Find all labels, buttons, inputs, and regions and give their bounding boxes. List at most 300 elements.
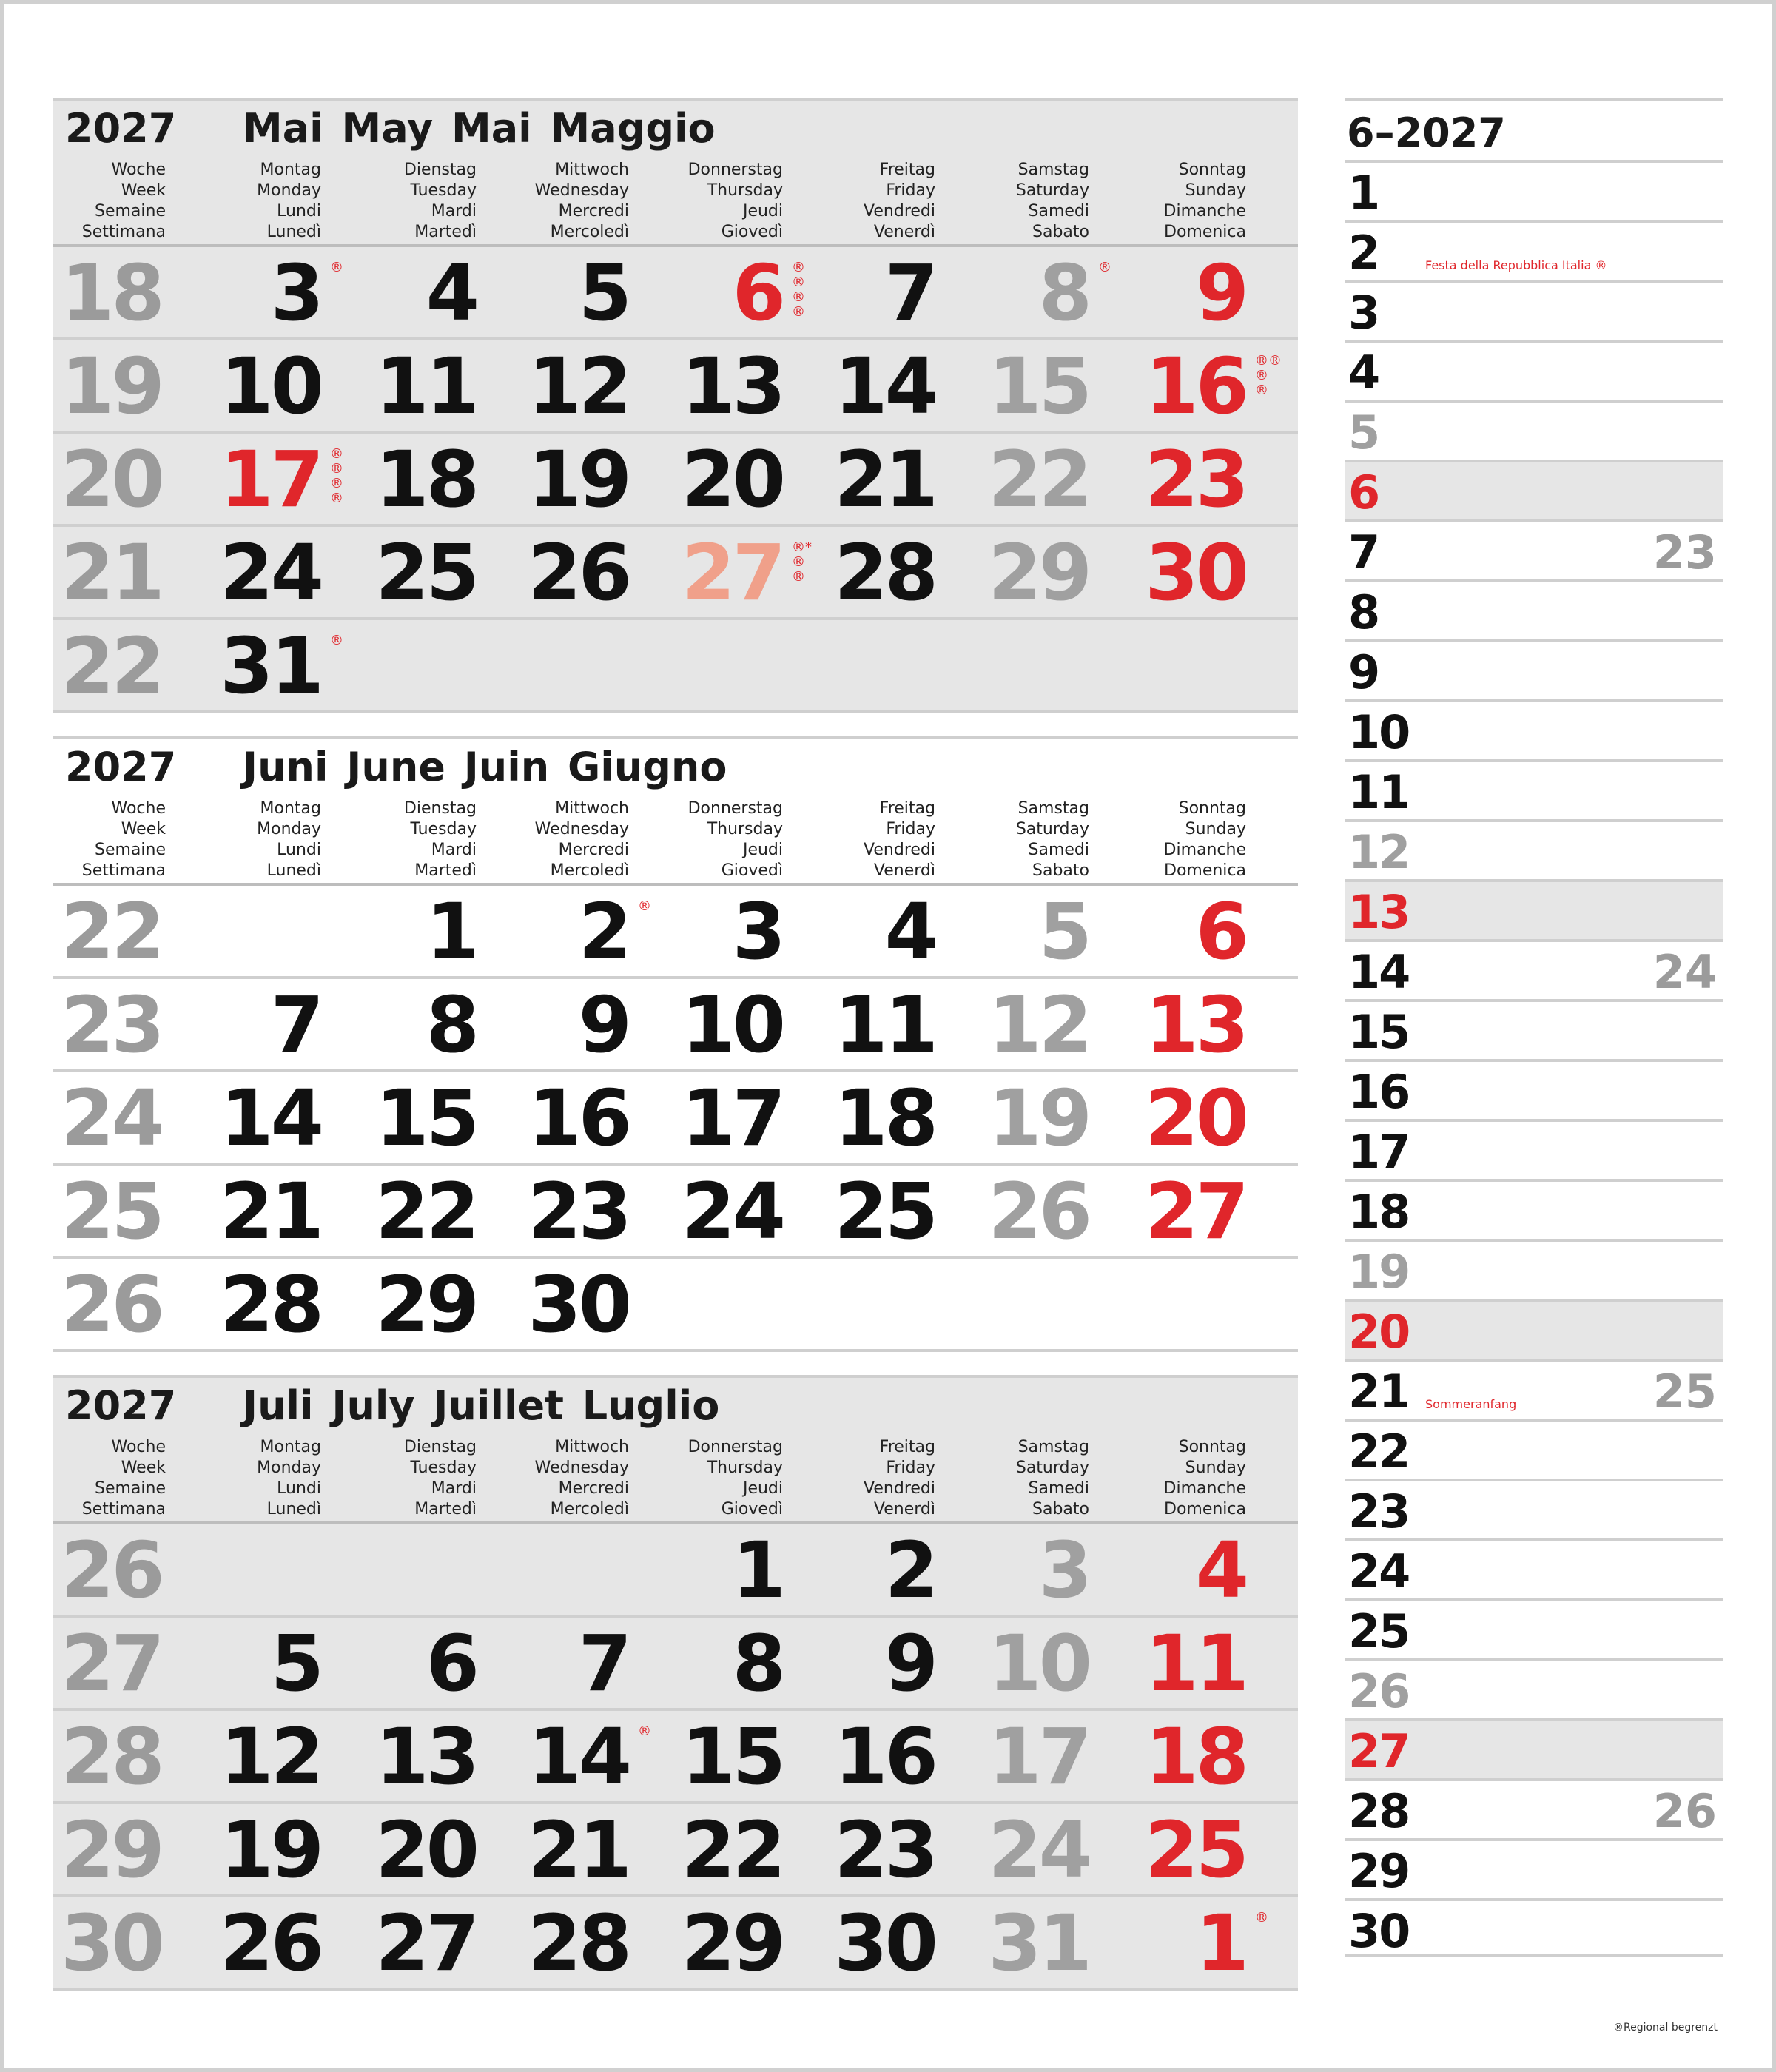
month-year: 2027 bbox=[65, 1382, 177, 1429]
weekday-label: Sunday bbox=[1185, 820, 1246, 838]
day-number[interactable]: 21 bbox=[220, 1166, 321, 1257]
day-number[interactable]: 26 bbox=[988, 1166, 1089, 1257]
weekday-label: Week bbox=[121, 820, 166, 838]
day-number[interactable]: 9 bbox=[884, 1618, 935, 1709]
weekday-label: Montag bbox=[260, 1438, 321, 1456]
weekday-label: Martedì bbox=[414, 223, 477, 241]
day-number[interactable]: 16 bbox=[528, 1073, 629, 1163]
day-number[interactable]: 12 bbox=[528, 341, 629, 431]
weekday-label: Freitag bbox=[879, 161, 935, 179]
month-block bbox=[53, 1375, 1298, 1991]
day-list-row[interactable] bbox=[1345, 1239, 1723, 1299]
day-number[interactable]: 5 bbox=[578, 248, 629, 338]
day-number[interactable]: 20 bbox=[682, 434, 783, 525]
day-number[interactable]: 22 bbox=[375, 1166, 477, 1257]
day-list-row[interactable] bbox=[1345, 699, 1723, 759]
day-number[interactable]: 13 bbox=[682, 341, 783, 431]
weekday-label: Sunday bbox=[1185, 1459, 1246, 1477]
day-number[interactable]: 14 bbox=[220, 1073, 321, 1163]
weekday-header bbox=[1164, 160, 1246, 243]
weekday-label: Venerdì bbox=[873, 223, 935, 241]
day-number[interactable]: 29 bbox=[988, 528, 1089, 618]
week-number: 19 bbox=[61, 341, 162, 431]
weekday-header bbox=[404, 160, 477, 243]
weekday-header bbox=[1016, 1437, 1089, 1520]
week-number: 22 bbox=[61, 621, 162, 711]
month-weeks bbox=[53, 247, 1298, 713]
day-number[interactable]: 17 bbox=[220, 434, 321, 525]
weekday-header bbox=[257, 160, 321, 243]
month-title: Juni June Juin Giugno bbox=[243, 744, 727, 790]
day-list-number: 9 bbox=[1348, 645, 1379, 699]
weekday-label: Samedi bbox=[1028, 841, 1089, 859]
weekday-label: Lundi bbox=[277, 1479, 321, 1498]
weekday-label: Mercredi bbox=[558, 202, 629, 221]
weekday-label: Semaine bbox=[94, 1479, 166, 1498]
day-number[interactable]: 19 bbox=[528, 434, 629, 525]
weekday-label: Mardi bbox=[431, 1479, 477, 1498]
day-number[interactable]: 27 bbox=[375, 1898, 477, 1988]
day-number[interactable]: 11 bbox=[834, 980, 935, 1070]
day-number[interactable]: 13 bbox=[1145, 980, 1246, 1070]
week-row bbox=[53, 1618, 1298, 1711]
weekday-label: Donnerstag bbox=[687, 799, 783, 818]
regional-holiday-mark: ® ® ® ® bbox=[792, 260, 805, 320]
day-number[interactable]: 2 bbox=[578, 887, 629, 977]
weekday-label: Mardi bbox=[431, 202, 477, 221]
day-number[interactable]: 27 bbox=[682, 528, 783, 618]
weekday-label: Tuesday bbox=[410, 820, 477, 838]
week-row bbox=[53, 1072, 1298, 1166]
regional-holiday-mark: ®* ® ® bbox=[792, 539, 812, 585]
day-number[interactable]: 10 bbox=[682, 980, 783, 1070]
weekday-label: Jeudi bbox=[742, 202, 783, 221]
weekday-label: Mercoledì bbox=[550, 1500, 629, 1518]
day-number[interactable]: 2 bbox=[884, 1525, 935, 1615]
day-number[interactable]: 6 bbox=[1195, 887, 1246, 977]
weekday-label: Friday bbox=[886, 1459, 935, 1477]
day-number[interactable]: 13 bbox=[375, 1712, 477, 1802]
week-number: 22 bbox=[61, 887, 162, 977]
day-number[interactable]: 17 bbox=[988, 1712, 1089, 1802]
weekday-label: Jeudi bbox=[742, 1479, 783, 1498]
weekday-label: Wednesday bbox=[534, 1459, 629, 1477]
day-list-number: 1 bbox=[1348, 166, 1379, 220]
weekday-label: Sonntag bbox=[1178, 161, 1246, 179]
week-row bbox=[53, 1897, 1298, 1991]
day-number[interactable]: 7 bbox=[884, 248, 935, 338]
weekday-label: Wednesday bbox=[534, 820, 629, 838]
day-list-week-number: 25 bbox=[1652, 1365, 1717, 1419]
day-number[interactable]: 10 bbox=[220, 341, 321, 431]
weekday-label: Lunedì bbox=[266, 1500, 321, 1518]
month-header bbox=[53, 98, 1298, 247]
day-list-number: 30 bbox=[1348, 1904, 1410, 1958]
day-list-week-number: 26 bbox=[1652, 1784, 1717, 1838]
day-number[interactable]: 14 bbox=[834, 341, 935, 431]
weekday-label: Settimana bbox=[81, 861, 166, 880]
weekday-header bbox=[404, 1437, 477, 1520]
day-number[interactable]: 10 bbox=[988, 1618, 1089, 1709]
weekday-header bbox=[1016, 160, 1089, 243]
day-number[interactable]: 24 bbox=[988, 1805, 1089, 1895]
day-number[interactable]: 31 bbox=[220, 621, 321, 711]
weekday-header-row bbox=[53, 1437, 1298, 1518]
day-number[interactable]: 4 bbox=[884, 887, 935, 977]
weekday-label: Dimanche bbox=[1163, 1479, 1246, 1498]
day-number[interactable]: 7 bbox=[270, 980, 321, 1070]
day-list-number: 12 bbox=[1348, 825, 1410, 879]
day-list-number: 29 bbox=[1348, 1844, 1410, 1898]
month-weeks bbox=[53, 1524, 1298, 1991]
weekday-label: Samstag bbox=[1018, 1438, 1089, 1456]
day-list-number: 23 bbox=[1348, 1484, 1410, 1538]
day-list-row[interactable] bbox=[1345, 1479, 1723, 1538]
month-weeks bbox=[53, 886, 1298, 1352]
day-number[interactable]: 6 bbox=[732, 248, 783, 338]
day-list-number: 15 bbox=[1348, 1005, 1410, 1059]
day-list-row[interactable] bbox=[1345, 1179, 1723, 1239]
day-number[interactable]: 28 bbox=[834, 528, 935, 618]
day-number[interactable]: 1 bbox=[426, 887, 477, 977]
day-number[interactable]: 7 bbox=[578, 1618, 629, 1709]
day-list-number: 5 bbox=[1348, 406, 1379, 460]
day-number[interactable]: 30 bbox=[528, 1259, 629, 1350]
day-list-number: 21 bbox=[1348, 1365, 1410, 1419]
day-list-number: 13 bbox=[1348, 885, 1410, 939]
weekday-label: Week bbox=[121, 181, 166, 200]
day-list-row[interactable] bbox=[1345, 1658, 1723, 1718]
weekday-label: Lunedì bbox=[266, 861, 321, 880]
weekday-header bbox=[864, 798, 935, 881]
day-number[interactable]: 23 bbox=[1145, 434, 1246, 525]
week-number: 26 bbox=[61, 1259, 162, 1350]
weekday-label: Saturday bbox=[1015, 181, 1089, 200]
day-number[interactable]: 19 bbox=[988, 1073, 1089, 1163]
weekday-label: Mittwoch bbox=[555, 799, 629, 818]
day-list-week-number: 24 bbox=[1652, 945, 1717, 999]
day-list-row[interactable] bbox=[1345, 160, 1723, 220]
weekday-label: Venerdì bbox=[873, 861, 935, 880]
day-number[interactable]: 16 bbox=[834, 1712, 935, 1802]
weekday-label: Mercredi bbox=[558, 841, 629, 859]
day-list-row[interactable] bbox=[1345, 1299, 1723, 1359]
regional-holiday-mark: ®® ® ® bbox=[1255, 353, 1282, 398]
weekday-label: Woche bbox=[111, 161, 166, 179]
weekday-header bbox=[864, 160, 935, 243]
day-number[interactable]: 20 bbox=[375, 1805, 477, 1895]
day-number[interactable]: 30 bbox=[1145, 528, 1246, 618]
weekday-header bbox=[1016, 798, 1089, 881]
day-number[interactable]: 4 bbox=[426, 248, 477, 338]
weekday-header bbox=[404, 798, 477, 881]
day-number[interactable]: 28 bbox=[528, 1898, 629, 1988]
regional-holiday-mark: ® ® ® ® bbox=[330, 446, 343, 506]
regional-holiday-mark: ® bbox=[1255, 1910, 1268, 1925]
weekday-label: Martedì bbox=[414, 1500, 477, 1518]
weekday-label: Mittwoch bbox=[555, 161, 629, 179]
day-list-row[interactable] bbox=[1345, 1419, 1723, 1479]
week-row bbox=[53, 434, 1298, 527]
weekday-label: Samedi bbox=[1028, 1479, 1089, 1498]
weekday-label: Semaine bbox=[94, 841, 166, 859]
day-list-number: 6 bbox=[1348, 465, 1379, 519]
day-number[interactable]: 27 bbox=[1145, 1166, 1246, 1257]
day-list-bottom-rule bbox=[1345, 1954, 1723, 1957]
day-list-row[interactable] bbox=[1345, 819, 1723, 879]
day-list-row[interactable] bbox=[1345, 879, 1723, 939]
day-list-row[interactable] bbox=[1345, 1898, 1723, 1958]
week-number: 29 bbox=[61, 1805, 162, 1895]
weekday-label: Mercoledì bbox=[550, 223, 629, 241]
weekday-label: Settimana bbox=[81, 1500, 166, 1518]
day-list-row[interactable] bbox=[1345, 1119, 1723, 1179]
day-number[interactable]: 18 bbox=[1145, 1712, 1246, 1802]
regional-holiday-mark: ® bbox=[638, 898, 651, 914]
week-row bbox=[53, 979, 1298, 1072]
day-number[interactable]: 3 bbox=[732, 887, 783, 977]
day-number[interactable]: 11 bbox=[375, 341, 477, 431]
day-number[interactable]: 24 bbox=[682, 1166, 783, 1257]
day-list-row[interactable] bbox=[1345, 1718, 1723, 1778]
day-list-row[interactable] bbox=[1345, 939, 1723, 999]
week-row bbox=[53, 1259, 1298, 1352]
day-list-note: Festa della Repubblica Italia ® bbox=[1425, 258, 1607, 272]
day-list-row[interactable] bbox=[1345, 999, 1723, 1059]
day-list-june bbox=[1345, 98, 1723, 1958]
day-number[interactable]: 4 bbox=[1195, 1525, 1246, 1615]
day-list-row[interactable] bbox=[1345, 579, 1723, 639]
day-list-number: 8 bbox=[1348, 585, 1379, 639]
day-number[interactable]: 22 bbox=[988, 434, 1089, 525]
weekday-label: Sabato bbox=[1032, 1500, 1089, 1518]
weekday-label: Sunday bbox=[1185, 181, 1246, 200]
day-list-row[interactable] bbox=[1345, 1838, 1723, 1898]
weekday-label: Lundi bbox=[277, 841, 321, 859]
weekday-label: Wednesday bbox=[534, 181, 629, 200]
day-number[interactable]: 23 bbox=[528, 1166, 629, 1257]
month-block bbox=[53, 736, 1298, 1352]
weekday-header-row bbox=[53, 798, 1298, 880]
day-number[interactable]: 18 bbox=[834, 1073, 935, 1163]
month-year: 2027 bbox=[65, 744, 177, 790]
day-number[interactable]: 28 bbox=[220, 1259, 321, 1350]
day-list-row[interactable] bbox=[1345, 340, 1723, 400]
week-row bbox=[53, 1711, 1298, 1804]
day-list-row[interactable] bbox=[1345, 220, 1723, 280]
week-number: 20 bbox=[61, 434, 162, 525]
day-number[interactable]: 8 bbox=[732, 1618, 783, 1709]
day-number[interactable]: 24 bbox=[220, 528, 321, 618]
week-row bbox=[53, 340, 1298, 434]
weekday-header bbox=[257, 798, 321, 881]
weekday-label: Dimanche bbox=[1163, 202, 1246, 221]
weekday-label: Dienstag bbox=[403, 161, 477, 179]
week-row bbox=[53, 1804, 1298, 1897]
weekday-label: Mercredi bbox=[558, 1479, 629, 1498]
day-number[interactable]: 3 bbox=[270, 248, 321, 338]
weekday-label: Domenica bbox=[1164, 223, 1246, 241]
day-list-number: 20 bbox=[1348, 1305, 1410, 1359]
day-list-week-number: 23 bbox=[1652, 525, 1717, 579]
weekday-label: Monday bbox=[257, 181, 321, 200]
week-number: 28 bbox=[61, 1712, 162, 1802]
day-number[interactable]: 20 bbox=[1145, 1073, 1246, 1163]
day-list-number: 18 bbox=[1348, 1185, 1410, 1239]
week-number: 30 bbox=[61, 1898, 162, 1988]
day-list-number: 11 bbox=[1348, 765, 1410, 819]
weekday-label: Vendredi bbox=[864, 1479, 935, 1498]
weekday-label: Mittwoch bbox=[555, 1438, 629, 1456]
week-row bbox=[53, 1166, 1298, 1259]
day-number[interactable]: 9 bbox=[1195, 248, 1246, 338]
day-number[interactable]: 8 bbox=[426, 980, 477, 1070]
week-row bbox=[53, 527, 1298, 620]
weekday-label: Saturday bbox=[1015, 820, 1089, 838]
weekday-label: Montag bbox=[260, 161, 321, 179]
weekday-label: Thursday bbox=[707, 820, 783, 838]
day-list-row[interactable] bbox=[1345, 519, 1723, 579]
regional-holiday-mark: ® bbox=[330, 260, 343, 275]
day-number[interactable]: 26 bbox=[220, 1898, 321, 1988]
weekday-label: Settimana bbox=[81, 223, 166, 241]
week-row bbox=[53, 247, 1298, 340]
weekday-label: Samedi bbox=[1028, 202, 1089, 221]
day-number[interactable]: 25 bbox=[375, 528, 477, 618]
weekday-header bbox=[257, 1437, 321, 1520]
weekday-label: Sonntag bbox=[1178, 1438, 1246, 1456]
day-list-number: 17 bbox=[1348, 1125, 1410, 1179]
weekday-label: Donnerstag bbox=[687, 161, 783, 179]
day-number[interactable]: 14 bbox=[528, 1712, 629, 1802]
day-list-row[interactable] bbox=[1345, 280, 1723, 340]
weekday-label: Donnerstag bbox=[687, 1438, 783, 1456]
month-title: Mai May Mai Maggio bbox=[243, 105, 716, 152]
day-number[interactable]: 21 bbox=[528, 1805, 629, 1895]
day-list-number: 26 bbox=[1348, 1664, 1410, 1718]
regional-holiday-mark: ® bbox=[1098, 260, 1111, 275]
weekday-label: Mercoledì bbox=[550, 861, 629, 880]
month-header bbox=[53, 1375, 1298, 1524]
day-number[interactable]: 9 bbox=[578, 980, 629, 1070]
day-number[interactable]: 26 bbox=[528, 528, 629, 618]
day-number[interactable]: 18 bbox=[375, 434, 477, 525]
week-number: 18 bbox=[61, 248, 162, 338]
day-list-row[interactable] bbox=[1345, 460, 1723, 519]
weekday-header bbox=[688, 160, 783, 243]
weekday-label: Jeudi bbox=[742, 841, 783, 859]
weekday-label: Friday bbox=[886, 181, 935, 200]
weekday-label: Venerdì bbox=[873, 1500, 935, 1518]
day-list-row[interactable] bbox=[1345, 759, 1723, 819]
day-number[interactable]: 17 bbox=[682, 1073, 783, 1163]
day-number[interactable]: 25 bbox=[834, 1166, 935, 1257]
month-year: 2027 bbox=[65, 105, 177, 152]
day-list-row[interactable] bbox=[1345, 639, 1723, 699]
day-number[interactable]: 23 bbox=[834, 1805, 935, 1895]
day-number[interactable]: 16 bbox=[1145, 341, 1246, 431]
weekday-header bbox=[688, 798, 783, 881]
day-number[interactable]: 3 bbox=[1038, 1525, 1089, 1615]
day-number[interactable]: 22 bbox=[682, 1805, 783, 1895]
week-number: 26 bbox=[61, 1525, 162, 1615]
weekday-label: Giovedì bbox=[721, 861, 783, 880]
week-number: 24 bbox=[61, 1073, 162, 1163]
weekday-label: Week bbox=[121, 1459, 166, 1477]
day-number[interactable]: 5 bbox=[1038, 887, 1089, 977]
weekday-label: Martedì bbox=[414, 861, 477, 880]
day-list-number: 3 bbox=[1348, 286, 1379, 340]
day-number[interactable]: 12 bbox=[220, 1712, 321, 1802]
weekday-label: Monday bbox=[257, 1459, 321, 1477]
day-number[interactable]: 15 bbox=[682, 1712, 783, 1802]
regional-holiday-mark: ® bbox=[330, 633, 343, 648]
weekday-label: Lundi bbox=[277, 202, 321, 221]
day-number[interactable]: 6 bbox=[426, 1618, 477, 1709]
day-list-row[interactable] bbox=[1345, 1538, 1723, 1598]
weekday-label: Samstag bbox=[1018, 799, 1089, 818]
day-number[interactable]: 8 bbox=[1038, 248, 1089, 338]
day-number[interactable]: 30 bbox=[834, 1898, 935, 1988]
day-number[interactable]: 29 bbox=[375, 1259, 477, 1350]
day-list-row[interactable] bbox=[1345, 1059, 1723, 1119]
day-number[interactable]: 21 bbox=[834, 434, 935, 525]
weekday-label: Freitag bbox=[879, 1438, 935, 1456]
day-number[interactable]: 15 bbox=[988, 341, 1089, 431]
weekday-header bbox=[864, 1437, 935, 1520]
day-number[interactable]: 1 bbox=[1195, 1898, 1246, 1988]
weekday-header bbox=[1164, 1437, 1246, 1520]
day-number[interactable]: 15 bbox=[375, 1073, 477, 1163]
day-list-number: 14 bbox=[1348, 945, 1410, 999]
day-list-row[interactable] bbox=[1345, 400, 1723, 460]
day-list-number: 25 bbox=[1348, 1604, 1410, 1658]
day-list-row[interactable] bbox=[1345, 1778, 1723, 1838]
day-list-number: 16 bbox=[1348, 1065, 1410, 1119]
day-list-row[interactable] bbox=[1345, 1359, 1723, 1419]
day-number[interactable]: 31 bbox=[988, 1898, 1089, 1988]
weekday-label: Giovedì bbox=[721, 223, 783, 241]
weekday-header-row bbox=[53, 160, 1298, 241]
weekday-header bbox=[1164, 798, 1246, 881]
weekday-label: Domenica bbox=[1164, 1500, 1246, 1518]
weekday-label: Dienstag bbox=[403, 1438, 477, 1456]
weekday-label: Tuesday bbox=[410, 181, 477, 200]
weekday-label: Woche bbox=[111, 1438, 166, 1456]
day-number[interactable]: 12 bbox=[988, 980, 1089, 1070]
day-number[interactable]: 19 bbox=[220, 1805, 321, 1895]
weekday-header bbox=[535, 798, 629, 881]
weekday-label: Semaine bbox=[94, 202, 166, 221]
day-number[interactable]: 11 bbox=[1145, 1618, 1246, 1709]
weekday-label: Mardi bbox=[431, 841, 477, 859]
weekday-header bbox=[82, 798, 166, 881]
day-list-number: 22 bbox=[1348, 1424, 1410, 1479]
day-number[interactable]: 29 bbox=[682, 1898, 783, 1988]
month-header bbox=[53, 736, 1298, 886]
day-number[interactable]: 25 bbox=[1145, 1805, 1246, 1895]
weekday-label: Thursday bbox=[707, 1459, 783, 1477]
weekday-label: Tuesday bbox=[410, 1459, 477, 1477]
weekday-label: Dienstag bbox=[403, 799, 477, 818]
day-list-row[interactable] bbox=[1345, 1598, 1723, 1658]
day-number[interactable]: 1 bbox=[732, 1525, 783, 1615]
day-number[interactable]: 5 bbox=[270, 1618, 321, 1709]
weekday-header bbox=[82, 1437, 166, 1520]
weekday-header bbox=[535, 1437, 629, 1520]
week-number: 21 bbox=[61, 528, 162, 618]
day-list-number: 19 bbox=[1348, 1245, 1410, 1299]
